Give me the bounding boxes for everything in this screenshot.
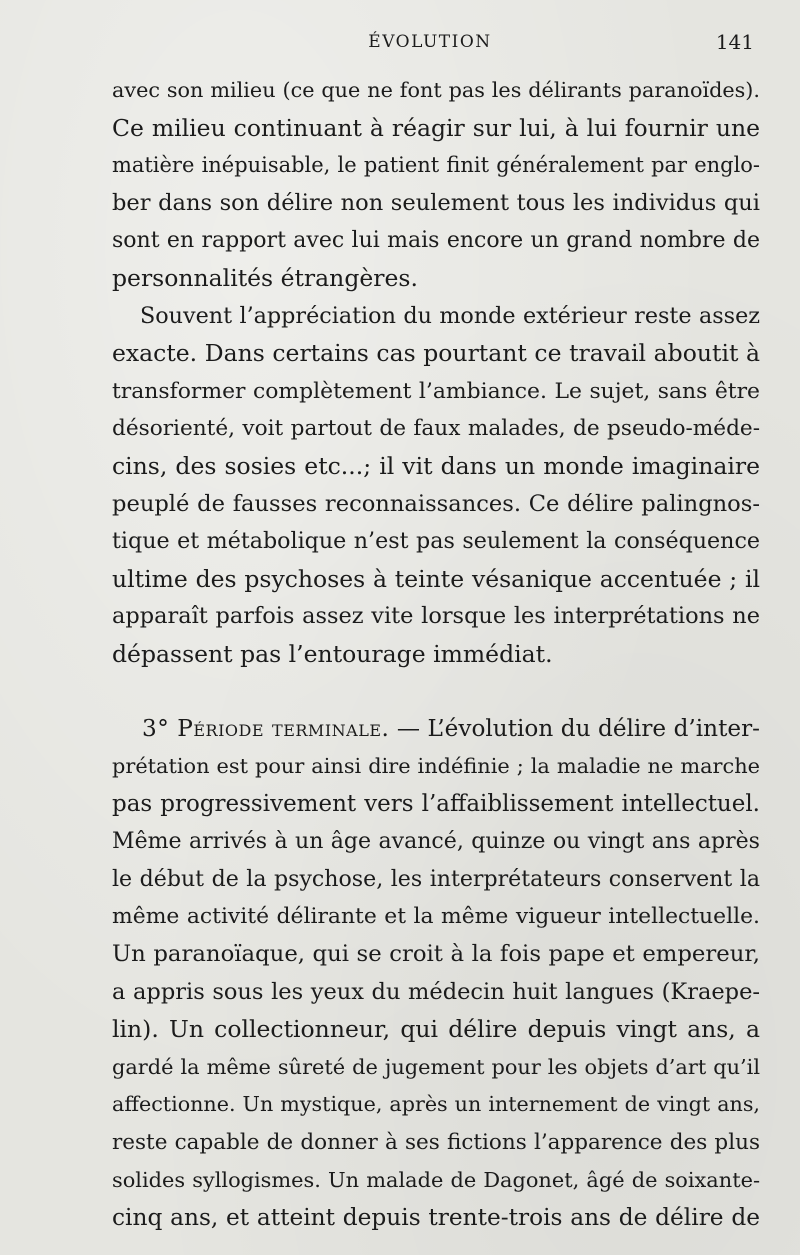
text-line: dépassent pas l’entourage immédiat. (112, 639, 553, 668)
text-line: gardé la même sûreté de jugement pour les objets d’art qu’il (112, 1054, 760, 1079)
section-first-line-text: — L’évolution du délire d’inter- (389, 715, 760, 742)
text-line: Même arrivés à un âge avancé, quinze ou vingt ans après (112, 829, 760, 855)
text-line: lin). Un collectionneur, qui délire depuis vingt ans, a (112, 1015, 760, 1044)
text-line: personnalités étrangères. (112, 263, 418, 292)
paragraph-2 (112, 298, 760, 674)
text-line: prétation est pour ainsi dire indéfinie ; la maladie ne marche (112, 754, 760, 779)
text-line: affectionne. Un mystique, après un internement de vingt ans, (112, 1092, 760, 1117)
text-line: reste capable de donner à ses fictions l’apparence des plus (112, 1130, 760, 1156)
text-line: cinq ans, et atteint depuis trente-trois ans de délire de (112, 1204, 760, 1232)
text-line: transformer complètement l’ambiance. Le sujet, sans être (112, 378, 760, 404)
page-header (0, 30, 800, 60)
text-line: solides syllogismes. Un malade de Dagonet, âgé de soixante- (112, 1167, 760, 1192)
text-line: apparaît parfois assez vite lorsque les interprétations ne (112, 603, 760, 630)
running-title: ÉVOLUTION (368, 32, 492, 52)
text-line: même activité délirante et la même vigueur intellectuelle. (112, 904, 760, 930)
text-line: ultime des psychoses à teinte vésanique accentuée ; il (112, 564, 760, 593)
text-line: cins, des sosies etc...; il vit dans un monde imaginaire (112, 451, 760, 480)
section-3 (112, 711, 760, 1237)
text-line: désorienté, voit partout de faux malades, de pseudo-méde- (112, 416, 760, 442)
text-line: matière inépuisable, le patient finit généralement par englo- (112, 153, 760, 178)
section-first-line (112, 711, 760, 749)
section-heading: 3° Période terminale. (142, 715, 390, 742)
text-line: le début de la psychose, les interprétateurs conservent la (112, 866, 760, 892)
body-text (112, 72, 760, 1237)
text-line: Souvent l’appréciation du monde extérieur reste assez (140, 302, 760, 329)
text-line: sont en rapport avec lui mais encore un grand nombre de (112, 228, 760, 254)
section-gap (112, 674, 760, 711)
text-line: Ce milieu continuant à réagir sur lui, à lui fournir une (112, 113, 760, 142)
text-line: Un paranoïaque, qui se croit à la fois pape et empereur, (112, 941, 760, 968)
text-line: peuplé de fausses reconnaissances. Ce délire palingnos- (112, 490, 760, 517)
page-number: 141 (715, 30, 754, 54)
text-line: ber dans son délire non seulement tous les individus qui (112, 189, 760, 216)
text-line: exacte. Dans certains cas pourtant ce travail aboutit à (112, 339, 760, 368)
text-line: a appris sous les yeux du médecin huit langues (Kraepe- (112, 978, 760, 1005)
text-line: tique et métabolique n’est pas seulement la conséquence (112, 528, 760, 555)
paragraph-1 (112, 72, 760, 298)
text-line: pas progressivement vers l’affaiblissement intellectuel. (112, 790, 760, 817)
text-line: avec son milieu (ce que ne font pas les délirants paranoïdes). (112, 78, 760, 102)
